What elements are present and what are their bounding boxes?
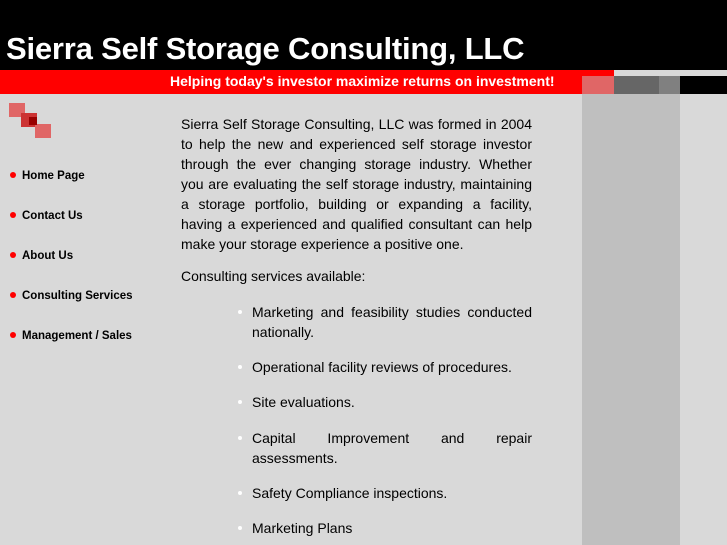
tagline-bar: [0, 70, 614, 94]
bullet-icon: [238, 436, 242, 440]
list-item: [252, 392, 532, 412]
list-item: [252, 518, 532, 538]
main-content: [181, 114, 532, 536]
nav-item-management-sales[interactable]: [10, 326, 132, 346]
service-text: Capital Improvement and repair assessments.: [252, 430, 532, 466]
list-item: [252, 483, 532, 503]
decorative-block-pink: [582, 76, 614, 94]
bullet-icon: [238, 526, 242, 530]
nav-item-label: Contact Us: [22, 210, 83, 222]
right-side-panel: [582, 94, 680, 545]
service-text: Marketing Plans: [252, 520, 353, 536]
service-text: Site evaluations.: [252, 394, 355, 410]
nav-item-home-page[interactable]: [10, 166, 85, 186]
nav-item-label: Management / Sales: [22, 330, 132, 342]
service-text: Marketing and feasibility studies conducted nationally.: [252, 304, 532, 340]
decorative-block-black: [680, 76, 727, 94]
nav-item-contact-us[interactable]: [10, 206, 83, 226]
list-item: [252, 302, 532, 342]
bullet-icon: [10, 332, 16, 338]
service-text: Safety Compliance inspections.: [252, 485, 448, 501]
nav-item-label: Home Page: [22, 170, 85, 182]
intro-paragraph: Sierra Self Storage Consulting, LLC was formed in 2004 to help the new and experienced self storage investor through the ever changing storage industry. Whether you are evaluating the self storage industry, maintaining a storage portfolio, building or expanding a facility, having a experienced and qualified consultant can help make your storage experience a positive one.: [181, 116, 532, 252]
tagline: Helping today's investor maximize returns on investment!: [170, 73, 555, 89]
bullet-icon: [10, 252, 16, 258]
bullet-icon: [10, 172, 16, 178]
nav-item-about-us[interactable]: [10, 246, 73, 266]
decorative-block-dark-gray: [614, 76, 659, 94]
bullet-icon: [238, 310, 242, 314]
list-item: [252, 428, 532, 468]
nav-item-label: About Us: [22, 250, 74, 262]
decorative-block-gray: [659, 76, 680, 94]
header: [0, 0, 727, 70]
nav-item-consulting-services[interactable]: [10, 286, 133, 306]
list-item: [252, 357, 532, 377]
logo-squares-icon: [9, 103, 53, 141]
service-text: Operational facility reviews of procedures.: [252, 359, 512, 375]
bullet-icon: [10, 212, 16, 218]
site-title: Sierra Self Storage Consulting, LLC: [6, 31, 525, 66]
bullet-icon: [238, 491, 242, 495]
nav-item-label: Consulting Services: [22, 290, 133, 302]
bullet-icon: [10, 292, 16, 298]
services-heading: Consulting services available:: [181, 268, 366, 284]
bullet-icon: [238, 365, 242, 369]
bullet-icon: [238, 400, 242, 404]
